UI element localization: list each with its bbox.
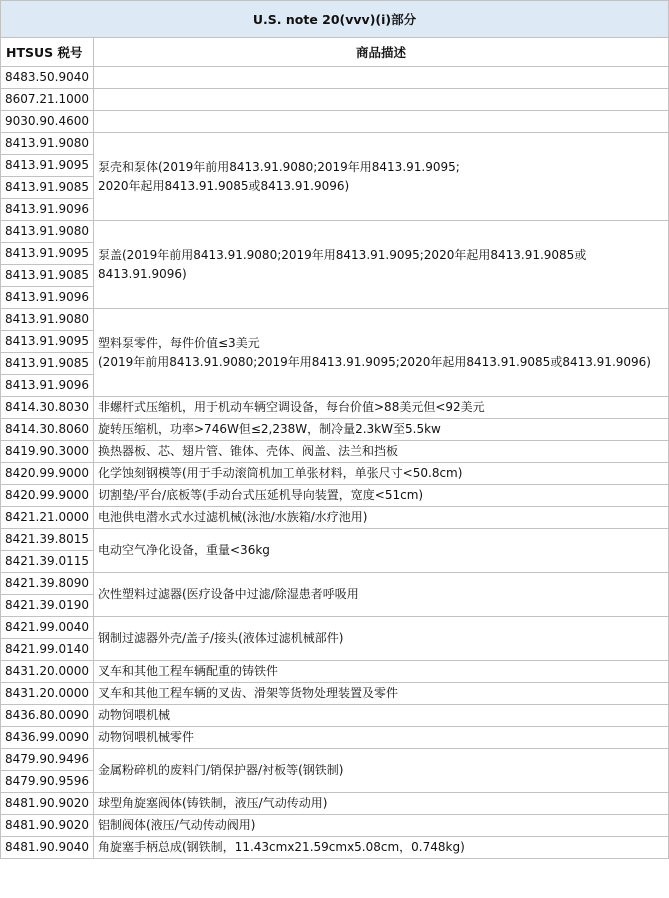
hts-code-cell: 8421.99.0140 (1, 639, 94, 661)
description-cell: 塑料泵零件，每件价值≤3美元 (2019年前用8413.91.9080;2019年用8413.91.9095;2020年起用8413.91.9085或8413.91.9096) (94, 309, 669, 397)
description-cell: 叉车和其他工程车辆的叉齿、滑架等货物处理装置及零件 (94, 683, 669, 705)
description-cell: 动物饲喂机械 (94, 705, 669, 727)
hts-code-cell: 8421.39.0190 (1, 595, 94, 617)
description-cell: 电动空气净化设备，重量<36kg (94, 529, 669, 573)
description-cell: 电池供电潜水式水过滤机械(泳池/水族箱/水疗池用) (94, 507, 669, 529)
hts-code-cell: 8413.91.9095 (1, 155, 94, 177)
table-row (1, 815, 669, 837)
table-row (1, 705, 669, 727)
description-cell: 次性塑料过滤器(医疗设备中过滤/除湿患者呼吸用 (94, 573, 669, 617)
table-row (1, 617, 669, 639)
description-cell: 钢制过滤器外壳/盖子/接头(液体过滤机械部件) (94, 617, 669, 661)
description-cell: 叉车和其他工程车辆配重的铸铁件 (94, 661, 669, 683)
description-cell: 铝制阀体(液压/气动传动阀用) (94, 815, 669, 837)
table-row (1, 793, 669, 815)
hts-code-cell: 8413.91.9096 (1, 375, 94, 397)
table-row (1, 419, 669, 441)
description-cell: 动物饲喂机械零件 (94, 727, 669, 749)
hts-code-cell: 8413.91.9080 (1, 133, 94, 155)
hts-code-cell: 8414.30.8060 (1, 419, 94, 441)
hts-code-cell: 8420.99.9000 (1, 485, 94, 507)
hts-code-cell: 8421.21.0000 (1, 507, 94, 529)
hts-code-cell: 8414.30.8030 (1, 397, 94, 419)
description-cell: 非螺杆式压缩机，用于机动车辆空调设备，每台价值>88美元但<92美元 (94, 397, 669, 419)
hts-code-cell: 8421.39.0115 (1, 551, 94, 573)
table-row (1, 749, 669, 771)
description-cell: 金属粉碎机的废料门/销保护器/衬板等(钢铁制) (94, 749, 669, 793)
hts-code-cell: 8481.90.9040 (1, 837, 94, 859)
table-title-row (1, 1, 669, 38)
table-row (1, 837, 669, 859)
hts-code-cell: 8413.91.9096 (1, 287, 94, 309)
hts-code-cell: 8436.80.0090 (1, 705, 94, 727)
table-row (1, 441, 669, 463)
description-cell: 泵盖(2019年前用8413.91.9080;2019年用8413.91.9095;2020年起用8413.91.9085或8413.91.9096) (94, 221, 669, 309)
table-row (1, 727, 669, 749)
description-cell: 角旋塞手柄总成(钢铁制，11.43cmx21.59cmx5.08cm，0.748kg) (94, 837, 669, 859)
table-row (1, 397, 669, 419)
hts-code-cell: 8479.90.9496 (1, 749, 94, 771)
hts-code-cell: 8479.90.9596 (1, 771, 94, 793)
hts-code-cell: 8413.91.9095 (1, 331, 94, 353)
hts-code-cell: 8420.99.9000 (1, 463, 94, 485)
table-row (1, 529, 669, 551)
description-cell (94, 89, 669, 111)
hts-code-cell: 8607.21.1000 (1, 89, 94, 111)
hts-code-cell: 8419.90.3000 (1, 441, 94, 463)
description-cell (94, 111, 669, 133)
description-cell: 球型角旋塞阀体(铸铁制，液压/气动传动用) (94, 793, 669, 815)
table-row (1, 111, 669, 133)
hts-code-cell: 8431.20.0000 (1, 661, 94, 683)
table-row (1, 463, 669, 485)
hts-code-cell: 9030.90.4600 (1, 111, 94, 133)
description-cell (94, 67, 669, 89)
hts-code-cell: 8413.91.9085 (1, 353, 94, 375)
description-cell: 泵壳和泵体(2019年前用8413.91.9080;2019年用8413.91.9095; 2020年起用8413.91.9085或8413.91.9096) (94, 133, 669, 221)
hts-code-cell: 8481.90.9020 (1, 815, 94, 837)
description-cell: 切割垫/平台/底板等(手动台式压延机导向装置，宽度<51cm) (94, 485, 669, 507)
table-row (1, 661, 669, 683)
table-title: U.S. note 20(vvv)(i)部分 (1, 1, 669, 38)
code-column-header: HTSUS 税号 (1, 38, 94, 67)
hts-code-cell: 8413.91.9085 (1, 177, 94, 199)
hts-code-cell: 8413.91.9080 (1, 309, 94, 331)
table-row (1, 89, 669, 111)
column-header-row (1, 38, 669, 67)
hts-code-cell: 8413.91.9085 (1, 265, 94, 287)
hts-code-cell: 8481.90.9020 (1, 793, 94, 815)
description-cell: 化学蚀刻钢模等(用于手动滚筒机加工单张材料，单张尺寸<50.8cm) (94, 463, 669, 485)
hts-code-cell: 8413.91.9096 (1, 199, 94, 221)
table-row (1, 507, 669, 529)
table-row (1, 309, 669, 331)
description-column-header: 商品描述 (94, 38, 669, 67)
hts-code-cell: 8421.39.8015 (1, 529, 94, 551)
hts-code-cell: 8421.39.8090 (1, 573, 94, 595)
hts-code-cell: 8436.99.0090 (1, 727, 94, 749)
description-cell: 换热器板、芯、翅片管、锥体、壳体、阀盖、法兰和挡板 (94, 441, 669, 463)
table-row (1, 683, 669, 705)
hts-code-cell: 8431.20.0000 (1, 683, 94, 705)
table-body (1, 67, 669, 859)
hts-code-cell: 8483.50.9040 (1, 67, 94, 89)
table-row (1, 221, 669, 243)
description-cell: 旋转压缩机，功率>746W但≤2,238W，制冷量2.3kW至5.5kw (94, 419, 669, 441)
table-row (1, 573, 669, 595)
hts-code-cell: 8413.91.9095 (1, 243, 94, 265)
hts-code-cell: 8421.99.0040 (1, 617, 94, 639)
table-row (1, 485, 669, 507)
hts-code-cell: 8413.91.9080 (1, 221, 94, 243)
table-row (1, 67, 669, 89)
table-row (1, 133, 669, 155)
